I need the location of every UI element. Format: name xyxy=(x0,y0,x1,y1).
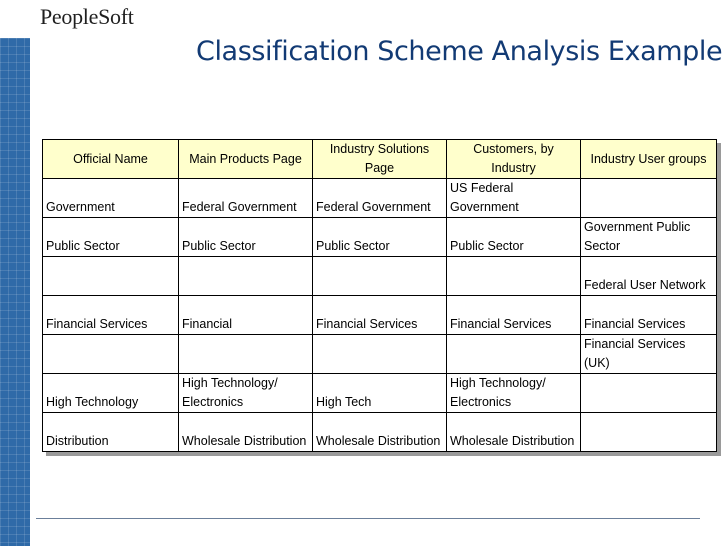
table-cell: Public Sector xyxy=(313,218,447,257)
table-cell xyxy=(313,335,447,374)
table-cell: Federal Government xyxy=(179,179,313,218)
table-cell: Public Sector xyxy=(179,218,313,257)
table-cell xyxy=(179,257,313,296)
table-row xyxy=(43,296,717,335)
table-cell: Financial Services xyxy=(313,296,447,335)
table-cell: Government Public Sector xyxy=(581,218,717,257)
table-row xyxy=(43,257,717,296)
table-cell xyxy=(43,257,179,296)
table-cell xyxy=(447,335,581,374)
table-cell: Financial Services xyxy=(581,296,717,335)
header-official-name: Official Name xyxy=(43,140,179,179)
side-band xyxy=(0,38,30,546)
table-cell: Distribution xyxy=(43,413,179,452)
table-cell: Financial Services xyxy=(43,296,179,335)
table-row xyxy=(43,179,717,218)
header-main-products-page: Main Products Page xyxy=(179,140,313,179)
table-cell: High Tech xyxy=(313,374,447,413)
table-cell xyxy=(581,413,717,452)
table-row xyxy=(43,413,717,452)
table-cell xyxy=(581,374,717,413)
table-header-row xyxy=(43,140,717,179)
table-cell xyxy=(179,335,313,374)
table-cell: Financial Services xyxy=(447,296,581,335)
header-industry-solutions-page: Industry Solutions Page xyxy=(313,140,447,179)
table-cell: Federal Government xyxy=(313,179,447,218)
table-cell: High Technology/ Electronics xyxy=(447,374,581,413)
peoplesoft-logo: PeopleSoft xyxy=(40,4,134,29)
table-cell: High Technology xyxy=(43,374,179,413)
table-cell xyxy=(313,257,447,296)
header-industry-user-groups: Industry User groups xyxy=(581,140,717,179)
table-cell xyxy=(43,335,179,374)
table-cell: Wholesale Distribution xyxy=(179,413,313,452)
table-cell: Public Sector xyxy=(447,218,581,257)
bottom-divider xyxy=(36,518,700,519)
table-cell xyxy=(447,257,581,296)
table-row xyxy=(43,335,717,374)
table-cell xyxy=(581,179,717,218)
table-row xyxy=(43,218,717,257)
table-cell: US Federal Government xyxy=(447,179,581,218)
table-row xyxy=(43,374,717,413)
table-cell: Public Sector xyxy=(43,218,179,257)
table-cell: Federal User Network xyxy=(581,257,717,296)
header-customers-by-industry: Customers, by Industry xyxy=(447,140,581,179)
table-cell: High Technology/ Electronics xyxy=(179,374,313,413)
table-cell: Financial Services (UK) xyxy=(581,335,717,374)
table-cell: Financial xyxy=(179,296,313,335)
table-cell: Wholesale Distribution xyxy=(313,413,447,452)
table-cell: Wholesale Distribution xyxy=(447,413,581,452)
classification-table xyxy=(42,139,717,452)
table-cell: Government xyxy=(43,179,179,218)
slide-title: Classification Scheme Analysis Example xyxy=(196,36,723,67)
